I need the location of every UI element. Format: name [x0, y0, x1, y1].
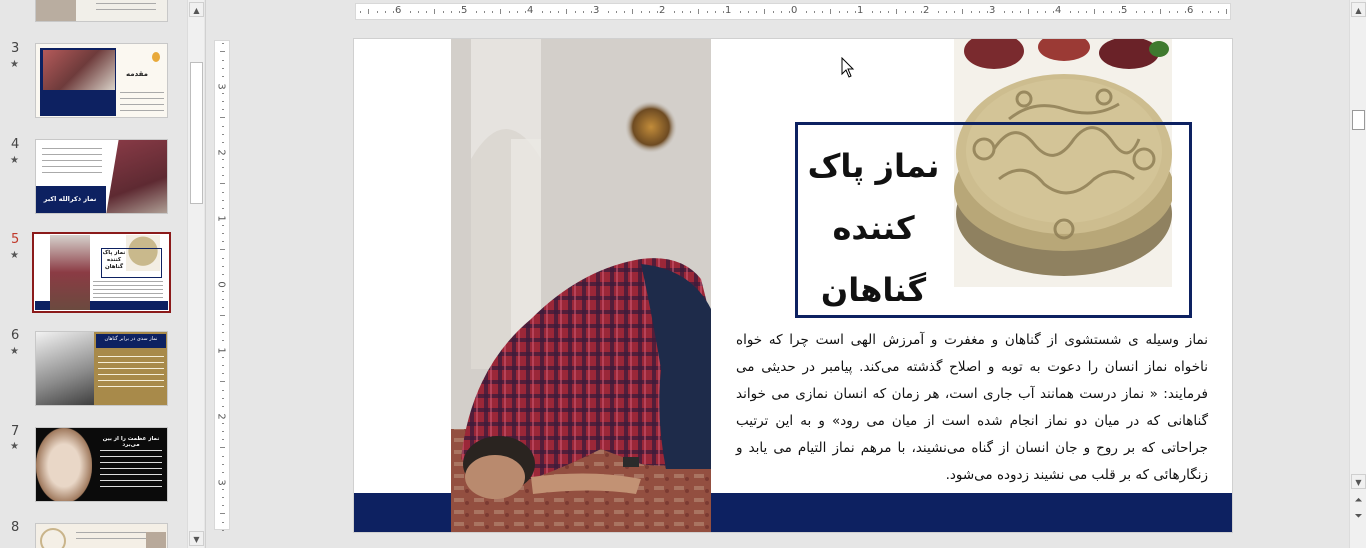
ruler-tick — [542, 11, 543, 13]
ruler-tick — [222, 357, 224, 358]
ruler-tick — [723, 11, 724, 13]
ruler-tick — [222, 522, 224, 523]
ruler-label: 0 — [791, 5, 798, 16]
ruler-tick — [509, 11, 510, 13]
ruler-tick — [641, 11, 642, 13]
ruler-label: 5 — [1121, 5, 1128, 16]
ruler-tick — [459, 11, 460, 13]
ruler-tick — [220, 381, 225, 382]
ruler-tick — [674, 11, 675, 13]
ruler-tick — [682, 11, 683, 13]
ruler-tick — [222, 373, 224, 374]
ruler-tick — [987, 11, 988, 13]
thumbnail-number-7: 7 — [11, 424, 20, 439]
thumbnail-title: مقدمه — [126, 70, 148, 78]
ruler-tick — [222, 60, 224, 61]
ruler-tick — [1037, 11, 1038, 13]
slide-thumbnail-2[interactable] — [35, 0, 168, 22]
ruler-tick — [418, 11, 419, 13]
ruler-tick — [222, 406, 224, 407]
previous-slide-icon[interactable]: ⏶ — [1354, 495, 1363, 506]
ruler-tick — [657, 11, 658, 13]
ruler-tick — [971, 11, 972, 13]
thumbnail-number-8: 8 — [11, 520, 20, 535]
ruler-tick — [1152, 11, 1153, 13]
ruler-tick — [1020, 11, 1021, 13]
ruler-label: 3 — [215, 479, 227, 486]
mouse-pointer-icon — [841, 57, 855, 79]
ruler-tick — [649, 11, 650, 13]
ruler-tick — [393, 11, 394, 13]
ruler-tick — [222, 456, 224, 457]
transition-star-icon: ★ — [10, 59, 19, 70]
title-line-1: نماز پاک — [807, 147, 940, 185]
ruler-tick — [624, 11, 625, 13]
slide-thumbnail-pane — [0, 0, 206, 548]
ruler-tick — [222, 472, 224, 473]
ruler-tick — [938, 11, 939, 13]
horizontal-ruler — [355, 3, 1231, 20]
ruler-tick — [1045, 11, 1046, 13]
ruler-tick — [222, 299, 224, 300]
ruler-tick — [946, 11, 947, 13]
ruler-tick — [222, 340, 224, 341]
ruler-label: 4 — [1055, 5, 1062, 16]
ruler-tick — [525, 11, 526, 13]
ruler-tick — [847, 11, 848, 13]
slide-thumbnail-5[interactable] — [32, 232, 171, 313]
scroll-down-arrow-icon[interactable]: ▼ — [1351, 474, 1366, 489]
ruler-tick — [222, 398, 224, 399]
ruler-tick — [220, 117, 225, 118]
ruler-tick — [222, 439, 224, 440]
ruler-tick — [789, 11, 790, 13]
ruler-tick — [839, 11, 840, 13]
ruler-tick — [222, 134, 224, 135]
thumbnail-title: نماز ذکرالله اکبر — [43, 195, 97, 203]
ruler-tick — [222, 192, 224, 193]
slide-thumbnail-8[interactable] — [35, 523, 168, 548]
praying-man-photo[interactable] — [451, 39, 711, 533]
ruler-tick — [222, 142, 224, 143]
ruler-tick — [222, 200, 224, 201]
ruler-tick — [368, 9, 369, 14]
thumbnail-scrollbar[interactable] — [187, 0, 204, 548]
ruler-label: 2 — [923, 5, 930, 16]
thumbnail-number-6: 6 — [11, 328, 20, 343]
ruler-tick — [1094, 9, 1095, 14]
ruler-tick — [222, 307, 224, 308]
thumbnail-title: نماز سدی در برابر گناهان — [104, 336, 158, 342]
ruler-tick — [558, 11, 559, 13]
ruler-tick — [222, 159, 224, 160]
ruler-tick — [220, 513, 225, 514]
ruler-tick — [222, 464, 224, 465]
ruler-tick — [220, 447, 225, 448]
slide-body-text[interactable]: نماز وسیله ی شستشوی از گناهان و مغفرت و آمرزش الهی است چرا که خواه ناخواه نماز انسان را دعوت به توبه و اصلاح گذشته می‌کند. پیامبر در حدیثی می فرمایند: « نماز درست همانند آب جاری است، هر زمان که انسان نمازی می خواند گناهانی که در میان دو نماز انجام شده است از میان می رود» و به این ترتیب جراحاتی که بر روح و جان انسان از گناه می‌نشیند، با مرهم نماز التیام می یابد و زنگارهائی که بر قلب می نشیند زدوده می‌شود. — [736, 332, 1208, 483]
thumbnail-number-4: 4 — [11, 137, 20, 152]
ruler-tick — [1111, 11, 1112, 13]
ruler-tick — [1144, 11, 1145, 13]
ruler-tick — [756, 11, 757, 13]
ruler-tick — [377, 11, 378, 13]
ruler-tick — [575, 11, 576, 13]
ruler-tick — [222, 291, 224, 292]
ruler-label: 3 — [215, 83, 227, 90]
ruler-tick — [222, 274, 224, 275]
ruler-tick — [806, 11, 807, 13]
ruler-tick — [222, 431, 224, 432]
ruler-tick — [220, 315, 225, 316]
navy-footer-band — [711, 493, 1233, 533]
ruler-tick — [698, 9, 699, 14]
ruler-tick — [222, 68, 224, 69]
ruler-label: 1 — [215, 215, 227, 222]
ruler-tick — [222, 109, 224, 110]
ruler-tick — [822, 11, 823, 13]
ruler-label: 1 — [215, 347, 227, 354]
ruler-tick — [591, 11, 592, 13]
transition-star-icon: ★ — [10, 346, 19, 357]
ruler-tick — [1169, 11, 1170, 13]
thumbnail-title: نماز عظمت را از بین می‌برد — [102, 436, 160, 448]
ruler-tick — [921, 11, 922, 13]
ruler-tick — [220, 51, 225, 52]
ruler-tick — [773, 11, 774, 13]
ruler-tick — [434, 9, 435, 14]
ruler-tick — [222, 489, 224, 490]
ruler-tick — [632, 9, 633, 14]
slide-thumbnail-3[interactable] — [35, 43, 168, 118]
ruler-tick — [740, 11, 741, 13]
ruler-tick — [855, 11, 856, 13]
ruler-tick — [222, 208, 224, 209]
thumbnail-number-3: 3 — [11, 41, 20, 56]
thumbnail-title: نماز پاک کننده گناهان — [102, 250, 126, 270]
ruler-tick — [1086, 11, 1087, 13]
thumbnail-scroll-thumb[interactable] — [190, 62, 203, 204]
scroll-down-arrow-icon[interactable]: ▼ — [189, 531, 204, 546]
slide-canvas[interactable] — [353, 38, 1233, 533]
editor-scroll-thumb[interactable] — [1352, 110, 1365, 130]
ruler-tick — [222, 233, 224, 234]
ruler-label: 4 — [527, 5, 534, 16]
ruler-tick — [1053, 11, 1054, 13]
ruler-tick — [1136, 11, 1137, 13]
ruler-tick — [962, 9, 963, 14]
ruler-label: 6 — [395, 5, 402, 16]
ruler-tick — [451, 11, 452, 13]
ruler-tick — [566, 9, 567, 14]
ruler-label: 1 — [857, 5, 864, 16]
slide-thumbnail-7[interactable] — [35, 427, 168, 502]
ruler-tick — [222, 225, 224, 226]
ruler-tick — [222, 258, 224, 259]
ruler-tick — [616, 11, 617, 13]
ruler-tick — [222, 332, 224, 333]
next-slide-icon[interactable]: ⏷ — [1354, 511, 1363, 522]
ruler-tick — [1004, 11, 1005, 13]
ruler-tick — [222, 530, 224, 531]
ruler-tick — [715, 11, 716, 13]
ruler-tick — [500, 9, 501, 14]
ruler-label: 1 — [725, 5, 732, 16]
ruler-tick — [222, 167, 224, 168]
ruler-tick — [410, 11, 411, 13]
ruler-tick — [222, 365, 224, 366]
ruler-tick — [550, 11, 551, 13]
navy-footer-band — [354, 493, 451, 533]
ruler-tick — [222, 390, 224, 391]
transition-star-icon: ★ — [10, 250, 19, 261]
ruler-label: 3 — [593, 5, 600, 16]
ruler-tick — [1070, 11, 1071, 13]
ruler-tick — [905, 11, 906, 13]
slide-thumbnail-4[interactable] — [35, 139, 168, 214]
editor-scrollbar[interactable] — [1349, 0, 1366, 548]
ruler-label: 2 — [659, 5, 666, 16]
ruler-tick — [484, 11, 485, 13]
ruler-tick — [222, 175, 224, 176]
transition-star-icon: ★ — [10, 155, 19, 166]
ruler-tick — [608, 11, 609, 13]
title-line-3: گناهان — [820, 271, 927, 309]
ruler-tick — [872, 11, 873, 13]
ruler-tick — [476, 11, 477, 13]
ruler-tick — [888, 11, 889, 13]
scroll-up-arrow-icon[interactable]: ▲ — [189, 2, 204, 17]
ruler-tick — [814, 11, 815, 13]
ruler-label: 0 — [215, 281, 227, 288]
ruler-tick — [222, 241, 224, 242]
ruler-tick — [222, 76, 224, 77]
ruler-tick — [707, 11, 708, 13]
ruler-tick — [748, 11, 749, 13]
ruler-tick — [1177, 11, 1178, 13]
thumbnail-number-5: 5 — [11, 232, 20, 247]
slide-title[interactable] — [801, 135, 946, 321]
ruler-tick — [360, 11, 361, 13]
ruler-tick — [583, 11, 584, 13]
ruler-tick — [1160, 9, 1161, 14]
ruler-tick — [492, 11, 493, 13]
ruler-tick — [222, 505, 224, 506]
ruler-tick — [222, 324, 224, 325]
ruler-tick — [1103, 11, 1104, 13]
ruler-tick — [764, 9, 765, 14]
ruler-tick — [222, 126, 224, 127]
ruler-tick — [1210, 11, 1211, 13]
ruler-tick — [222, 43, 224, 44]
ruler-tick — [222, 266, 224, 267]
slide-thumbnail-6[interactable] — [35, 331, 168, 406]
ruler-tick — [954, 11, 955, 13]
scroll-up-arrow-icon[interactable]: ▲ — [1351, 2, 1366, 17]
ruler-tick — [830, 9, 831, 14]
ruler-label: 5 — [461, 5, 468, 16]
ruler-tick — [880, 11, 881, 13]
ruler-tick — [1218, 11, 1219, 13]
ruler-tick — [220, 183, 225, 184]
ruler-tick — [222, 497, 224, 498]
ruler-tick — [1119, 11, 1120, 13]
ruler-tick — [781, 11, 782, 13]
ruler-tick — [443, 11, 444, 13]
ruler-tick — [385, 11, 386, 13]
ruler-tick — [1028, 9, 1029, 14]
ruler-tick — [1202, 11, 1203, 13]
ruler-tick — [1185, 11, 1186, 13]
ruler-label: 6 — [1187, 5, 1194, 16]
ruler-label: 3 — [989, 5, 996, 16]
ruler-tick — [1012, 11, 1013, 13]
ruler-tick — [426, 11, 427, 13]
ruler-tick — [1226, 9, 1227, 14]
ruler-tick — [913, 11, 914, 13]
transition-star-icon: ★ — [10, 441, 19, 452]
ruler-tick — [1078, 11, 1079, 13]
ruler-tick — [979, 11, 980, 13]
ruler-tick — [222, 93, 224, 94]
ruler-tick — [896, 9, 897, 14]
ruler-tick — [690, 11, 691, 13]
ruler-tick — [220, 249, 225, 250]
praying-man-illustration — [451, 39, 711, 533]
ruler-label: 2 — [215, 413, 227, 420]
title-line-2: کننده — [832, 209, 915, 247]
ruler-tick — [517, 11, 518, 13]
ruler-tick — [222, 101, 224, 102]
ruler-label: 2 — [215, 149, 227, 156]
ruler-tick — [222, 423, 224, 424]
vertical-ruler — [214, 40, 230, 530]
